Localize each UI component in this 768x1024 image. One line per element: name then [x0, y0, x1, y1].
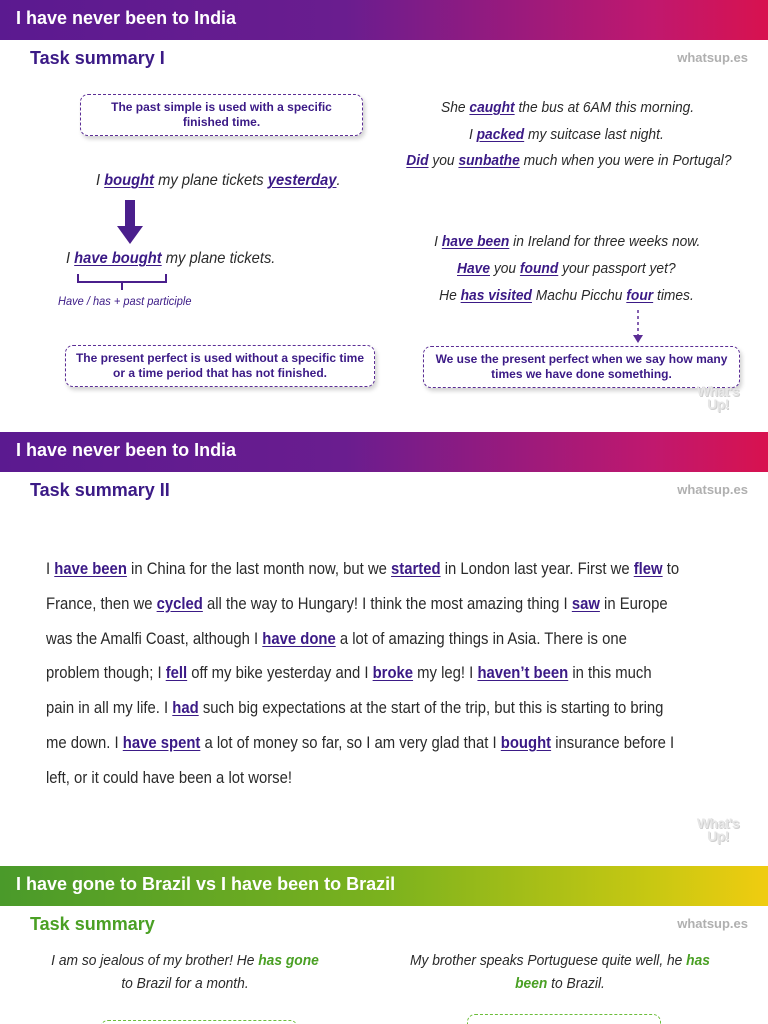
text: your passport yet? — [558, 260, 676, 277]
verb: flew — [633, 560, 663, 578]
text: I — [66, 250, 75, 267]
slide-title-band — [0, 432, 768, 472]
text: She — [440, 99, 470, 116]
whats-up-logo: What's Up! — [696, 383, 740, 412]
text: to — [662, 560, 680, 578]
slide-gone-vs-been — [0, 866, 768, 1024]
right-example-3 — [407, 152, 732, 169]
text: my plane tickets. — [161, 250, 276, 267]
verb: broke — [372, 664, 414, 683]
text: in this much — [568, 664, 652, 683]
text: times. — [653, 287, 694, 304]
text: in Ireland for three weeks now. — [508, 233, 700, 250]
text: the bus at 6AM this morning. — [514, 99, 694, 116]
right-example-5 — [457, 260, 676, 277]
verb: caught — [469, 99, 515, 116]
right-example-6 — [439, 287, 694, 304]
slide-task-summary-2 — [0, 432, 768, 866]
bracket-icon — [76, 272, 170, 292]
text: such big expectations at the start of the trip, but this is starting to bring — [198, 699, 664, 718]
slide-title: I have never been to India — [16, 8, 237, 28]
right-example-1 — [441, 99, 694, 116]
text: you — [428, 152, 459, 169]
slide-subtitle: Task summary I — [30, 48, 165, 68]
slide-title-band — [0, 866, 768, 906]
verb: Did — [406, 152, 429, 169]
text: my leg! I — [413, 664, 478, 683]
paragraph-line — [46, 587, 694, 622]
verb: fell — [165, 664, 188, 683]
down-arrow-icon — [117, 200, 143, 246]
paragraph-line — [46, 761, 694, 796]
verb: started — [391, 560, 441, 578]
verb: has visited — [460, 287, 533, 304]
text: was the Amalfi Coast, although I — [46, 629, 263, 648]
text: France, then we — [46, 594, 157, 613]
verb: bought — [500, 733, 552, 752]
past-simple-rule-box: The past simple is used with a specific finished time. — [80, 94, 363, 136]
example-past-simple — [96, 172, 341, 190]
text: in China for the last month now, but we — [126, 560, 392, 578]
present-perfect-rule-box: The present perfect is used without a specific time or a time period that has not finished. — [65, 345, 375, 387]
been-rule-box — [467, 1014, 661, 1024]
right-example-4 — [434, 233, 700, 250]
example-present-perfect — [66, 250, 275, 268]
right-example-2 — [469, 126, 664, 143]
slide-title: I have never been to India — [16, 440, 237, 460]
verb: had — [172, 699, 199, 718]
text: my plane tickets — [154, 172, 268, 189]
verb: have bought — [74, 250, 162, 267]
verb: Have — [457, 260, 491, 277]
verb: have been — [441, 233, 509, 250]
text: I — [469, 126, 477, 143]
site-label: whatsup.es — [677, 482, 748, 497]
text: off my bike yesterday and I — [187, 664, 373, 683]
formula-note: Have / has + past participle — [58, 294, 192, 308]
how-many-times-rule-box: We use the present perfect when we say how many times we have done something. — [423, 346, 740, 388]
paragraph-line — [46, 726, 694, 761]
paragraph-line — [46, 691, 694, 726]
verb: been — [515, 975, 548, 992]
text: I am so jealous of my brother! He — [51, 952, 259, 969]
slide-title: I have gone to Brazil vs I have been to Brazil — [16, 874, 396, 894]
site-label: whatsup.es — [677, 916, 748, 931]
text: much when you were in Portugal? — [520, 152, 732, 169]
verb: found — [520, 260, 559, 277]
gone-example-line-1 — [33, 952, 337, 969]
text: left, or it could have been a lot worse! — [46, 768, 292, 787]
text: in Europe — [599, 594, 668, 613]
verb: haven’t been — [477, 664, 569, 683]
verb: four — [626, 287, 654, 304]
verb: have spent — [122, 733, 201, 752]
paragraph-line — [46, 552, 694, 587]
slide-subtitle: Task summary II — [30, 480, 170, 500]
slide-title-band — [0, 0, 768, 40]
text: He — [439, 287, 461, 304]
text: problem though; I — [46, 664, 166, 683]
paragraph-line — [46, 656, 694, 691]
text: pain in all my life. I — [46, 699, 173, 718]
slide-task-summary-1 — [0, 0, 768, 432]
text: a lot of money so far, so I am very glad that I — [200, 733, 501, 752]
verb: has gone — [258, 952, 319, 969]
verb: has — [686, 952, 710, 969]
site-label: whatsup.es — [677, 50, 748, 65]
time-expression: yesterday — [267, 172, 337, 189]
text: insurance before I — [551, 733, 675, 752]
paragraph-line — [46, 622, 694, 657]
verb: have done — [262, 629, 336, 648]
text: me down. I — [46, 733, 123, 752]
text: you — [490, 260, 521, 277]
been-example-line-1 — [394, 952, 725, 969]
text: all the way to Hungary! I think the most amazing thing I — [202, 594, 572, 613]
whats-up-logo: What's Up! — [696, 815, 740, 844]
verb: packed — [476, 126, 525, 143]
been-example-line-2 — [394, 975, 725, 992]
text: a lot of amazing things in Asia. There is one — [335, 629, 627, 648]
dashed-arrow-icon — [632, 310, 644, 344]
verb: have been — [54, 560, 127, 578]
story-paragraph — [46, 552, 694, 796]
verb: bought — [104, 172, 155, 189]
text: Machu Picchu — [532, 287, 627, 304]
text: My brother speaks Portuguese quite well, he — [410, 952, 687, 969]
text: to Brazil. — [547, 975, 605, 992]
gone-example-line-2: to Brazil for a month. — [121, 975, 249, 992]
slide-subtitle: Task summary — [30, 914, 155, 934]
text: I — [96, 172, 105, 189]
text: . — [336, 172, 341, 189]
verb: saw — [571, 594, 600, 613]
verb: sunbathe — [458, 152, 521, 169]
text: I — [46, 560, 55, 578]
text: my suitcase last night. — [524, 126, 664, 143]
text: in London last year. First we — [440, 560, 634, 578]
verb: cycled — [156, 594, 203, 613]
text: I — [433, 233, 442, 250]
gone-rule-box — [100, 1020, 298, 1024]
